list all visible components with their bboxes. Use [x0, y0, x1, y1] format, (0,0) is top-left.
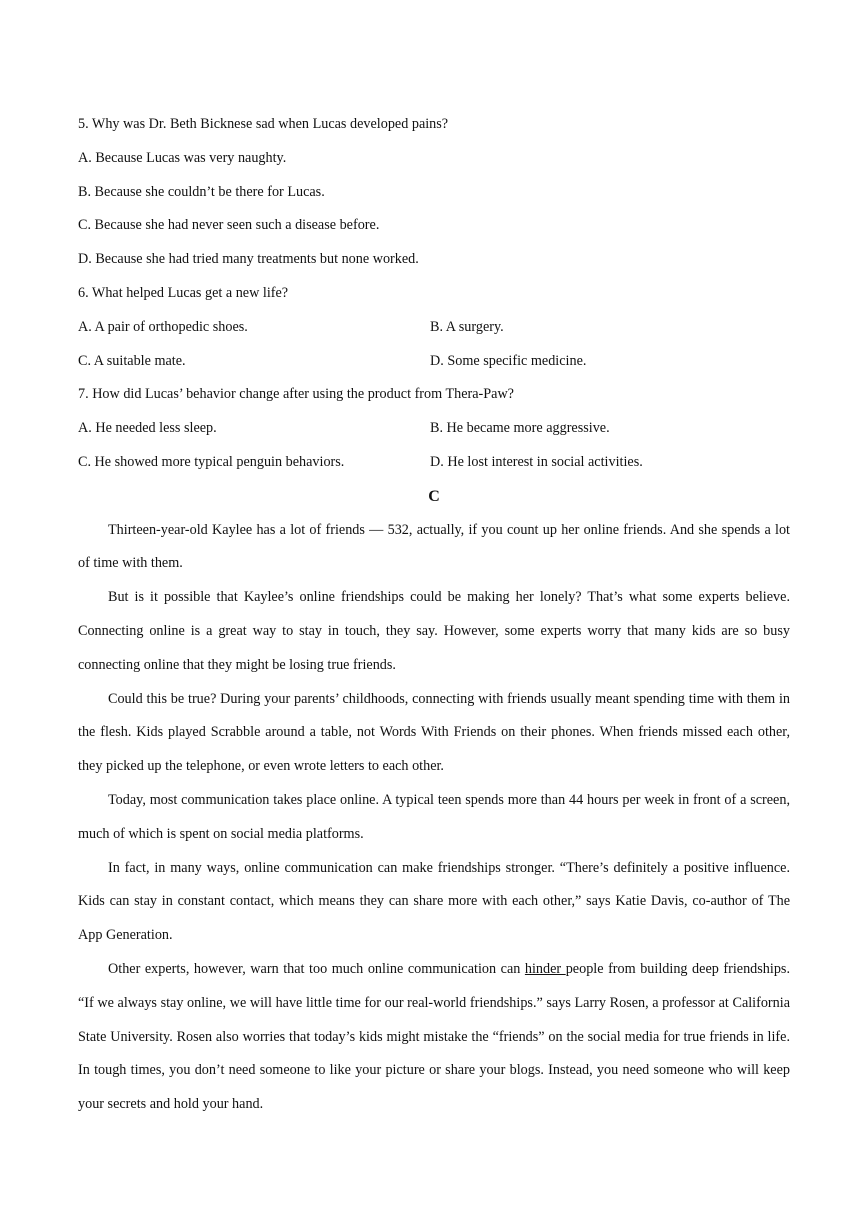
question-7-option-b: B. He became more aggressive. — [430, 420, 610, 437]
question-7-option-d: D. He lost interest in social activities. — [430, 453, 643, 470]
question-6-options-row-1 — [78, 311, 790, 345]
question-6-option-b: B. A surgery. — [430, 318, 504, 335]
question-5-stem: 5. Why was Dr. Beth Bicknese sad when Lucas developed pains? — [78, 116, 449, 132]
question-6-stem: 6. What helped Lucas get a new life? — [78, 284, 289, 301]
question-7-option-a: A. He needed less sleep. — [78, 420, 217, 437]
question-6-option-a: A. A pair of orthopedic shoes. — [78, 318, 248, 335]
question-5-option-d: D. Because she had tried many treatments but none worked. — [78, 251, 419, 268]
question-5-option-a: A. Because Lucas was very naughty. — [78, 149, 287, 166]
paragraph-6-text-before: Other experts, however, warn that too much online communication can — [108, 960, 525, 977]
question-7-option-c: C. He showed more typical penguin behaviors. — [78, 453, 345, 470]
underlined-word-hinder: hinder — [524, 960, 566, 977]
document-page — [78, 108, 790, 1122]
question-6-option-c: C. A suitable mate. — [78, 352, 186, 369]
passage-paragraph-4: Today, most communication takes place online. A typical teen spends more than 44 hours per week in front of a screen, much of which is spent on social media platforms. — [78, 791, 790, 842]
question-7-options-row-1 — [78, 412, 790, 446]
question-6-option-d: D. Some specific medicine. — [430, 352, 587, 369]
question-7-stem: 7. How did Lucas’ behavior change after using the product from Thera-Paw? — [78, 386, 514, 403]
passage-paragraph-3: Could this be true? During your parents’ childhoods, connecting with friends usually meant spending time with them in the flesh. Kids played Scrabble around a table, not Words With Friends on their phones. When friends missed each other, they picked up the telephone, or even wrote letters to each other. — [78, 690, 790, 775]
question-5-option-b: B. Because she couldn’t be there for Lucas. — [78, 183, 325, 200]
question-6-options-row-2 — [78, 345, 790, 379]
passage-paragraph-2: But is it possible that Kaylee’s online friendships could be making her lonely? That’s what some experts believe. Connecting online is a great way to stay in touch, they say. However, some experts worry that many kids are so busy connecting online that they might be losing true friends. — [78, 589, 790, 673]
passage-paragraph-6 — [78, 953, 790, 1122]
question-7-options-row-2 — [78, 446, 790, 480]
question-5-option-c: C. Because she had never seen such a disease before. — [78, 217, 380, 234]
section-title: C — [428, 487, 440, 505]
paragraph-6-text-after: people from building deep friendships. “If we always stay online, we will have little time for our real-world friendships.” says Larry Rosen, a professor at California State University. Rosen also worries that today’s kids might mistake the “friends” on the social media for true friends in life. In tough times, you don’t need someone to like your picture or share your blogs. Instead, you need someone who will keep your secrets and hold your hand. — [78, 960, 790, 1113]
passage-paragraph-5: In fact, in many ways, online communication can make friendships stronger. “There’s definitely a positive influence. Kids can stay in constant contact, which means they can share more with each other,” says Katie Davis, co-author of The App Generation. — [78, 859, 790, 944]
passage-paragraph-1: Thirteen-year-old Kaylee has a lot of friends — 532, actually, if you count up her online friends. And she spends a lot of time with them. — [78, 521, 790, 572]
